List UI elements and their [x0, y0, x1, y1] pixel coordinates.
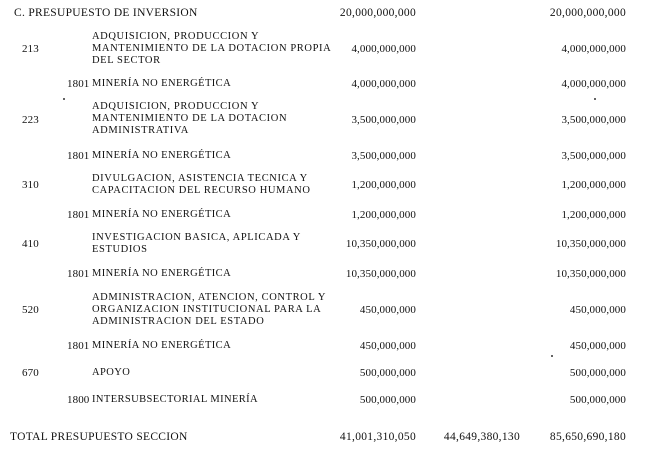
row-col1: 500,000,000 [359, 367, 416, 379]
row-code: 1801 [67, 268, 90, 280]
row-description-line: ADMINISTRACION DEL ESTADO [92, 316, 265, 327]
row-description-line: ADQUISICION, PRODUCCION Y [92, 31, 260, 42]
row-description-line: DEL SECTOR [92, 55, 161, 66]
scan-speck [594, 98, 596, 100]
row-code: 520 [22, 304, 39, 316]
row-description [92, 101, 352, 137]
section-title: C. PRESUPUESTO DE INVERSION [14, 7, 198, 19]
row-col3: 1,200,000,000 [561, 179, 626, 191]
row-description [92, 232, 352, 256]
row-col1: 3,500,000,000 [351, 114, 416, 126]
scan-speck [63, 98, 65, 100]
header-col3: 20,000,000,000 [549, 7, 626, 19]
row-col1: 1,200,000,000 [351, 179, 416, 191]
row-label: APOYO [92, 367, 131, 378]
row-code: 1801 [67, 150, 90, 162]
row-col3: 10,350,000,000 [555, 268, 626, 280]
row-description-line: ORGANIZACION INSTITUCIONAL PARA LA [92, 304, 322, 315]
row-col1: 4,000,000,000 [351, 43, 416, 55]
row-code: 213 [22, 43, 39, 55]
scan-speck [551, 355, 553, 357]
row-col3: 500,000,000 [569, 394, 626, 406]
row-description [92, 173, 352, 197]
total-col3: 85,650,690,180 [549, 431, 626, 443]
row-code: 1801 [67, 78, 90, 90]
row-col1: 450,000,000 [359, 340, 416, 352]
row-label: MINERÍA NO ENERGÉTICA [92, 78, 232, 89]
row-description-line: MANTENIMIENTO DE LA DOTACION PROPIA [92, 43, 332, 54]
row-code: 1801 [67, 340, 90, 352]
row-col3: 450,000,000 [569, 340, 626, 352]
total-col1: 41,001,310,050 [339, 431, 416, 443]
row-code: 670 [22, 367, 39, 379]
row-description-line: ESTUDIOS [92, 244, 148, 255]
row-description-line: ADMINISTRACION, ATENCION, CONTROL Y [92, 292, 327, 303]
row-col1: 1,200,000,000 [351, 209, 416, 221]
row-code: 1800 [67, 394, 90, 406]
header-col1: 20,000,000,000 [339, 7, 416, 19]
row-col3: 4,000,000,000 [561, 43, 626, 55]
row-col3: 4,000,000,000 [561, 78, 626, 90]
row-col1: 3,500,000,000 [351, 150, 416, 162]
row-description-line: ADMINISTRATIVA [92, 125, 189, 136]
row-label: INTERSUBSECTORIAL MINERÍA [92, 394, 259, 405]
row-description [92, 31, 352, 67]
row-description [92, 292, 352, 328]
row-col1: 500,000,000 [359, 394, 416, 406]
row-col3: 1,200,000,000 [561, 209, 626, 221]
row-col3: 10,350,000,000 [555, 238, 626, 250]
row-description-line: CAPACITACION DEL RECURSO HUMANO [92, 185, 311, 196]
row-col3: 3,500,000,000 [561, 150, 626, 162]
row-col3: 500,000,000 [569, 367, 626, 379]
row-col1: 450,000,000 [359, 304, 416, 316]
row-description-line: INVESTIGACION BASICA, APLICADA Y [92, 232, 301, 243]
row-col3: 450,000,000 [569, 304, 626, 316]
row-label: MINERÍA NO ENERGÉTICA [92, 150, 232, 161]
row-col1: 10,350,000,000 [345, 238, 416, 250]
row-code: 310 [22, 179, 39, 191]
row-code: 1801 [67, 209, 90, 221]
row-col3: 3,500,000,000 [561, 114, 626, 126]
row-label: MINERÍA NO ENERGÉTICA [92, 268, 232, 279]
row-col1: 10,350,000,000 [345, 268, 416, 280]
row-label: MINERÍA NO ENERGÉTICA [92, 209, 232, 220]
row-code: 410 [22, 238, 39, 250]
row-description-line: ADQUISICION, PRODUCCION Y [92, 101, 260, 112]
total-col2: 44,649,380,130 [443, 431, 520, 443]
total-label: TOTAL PRESUPUESTO SECCION [10, 431, 188, 443]
row-description-line: MANTENIMIENTO DE LA DOTACION [92, 113, 288, 124]
row-label: MINERÍA NO ENERGÉTICA [92, 340, 232, 351]
row-code: 223 [22, 114, 39, 126]
row-col1: 4,000,000,000 [351, 78, 416, 90]
row-description-line: DIVULGACION, ASISTENCIA TECNICA Y [92, 173, 308, 184]
